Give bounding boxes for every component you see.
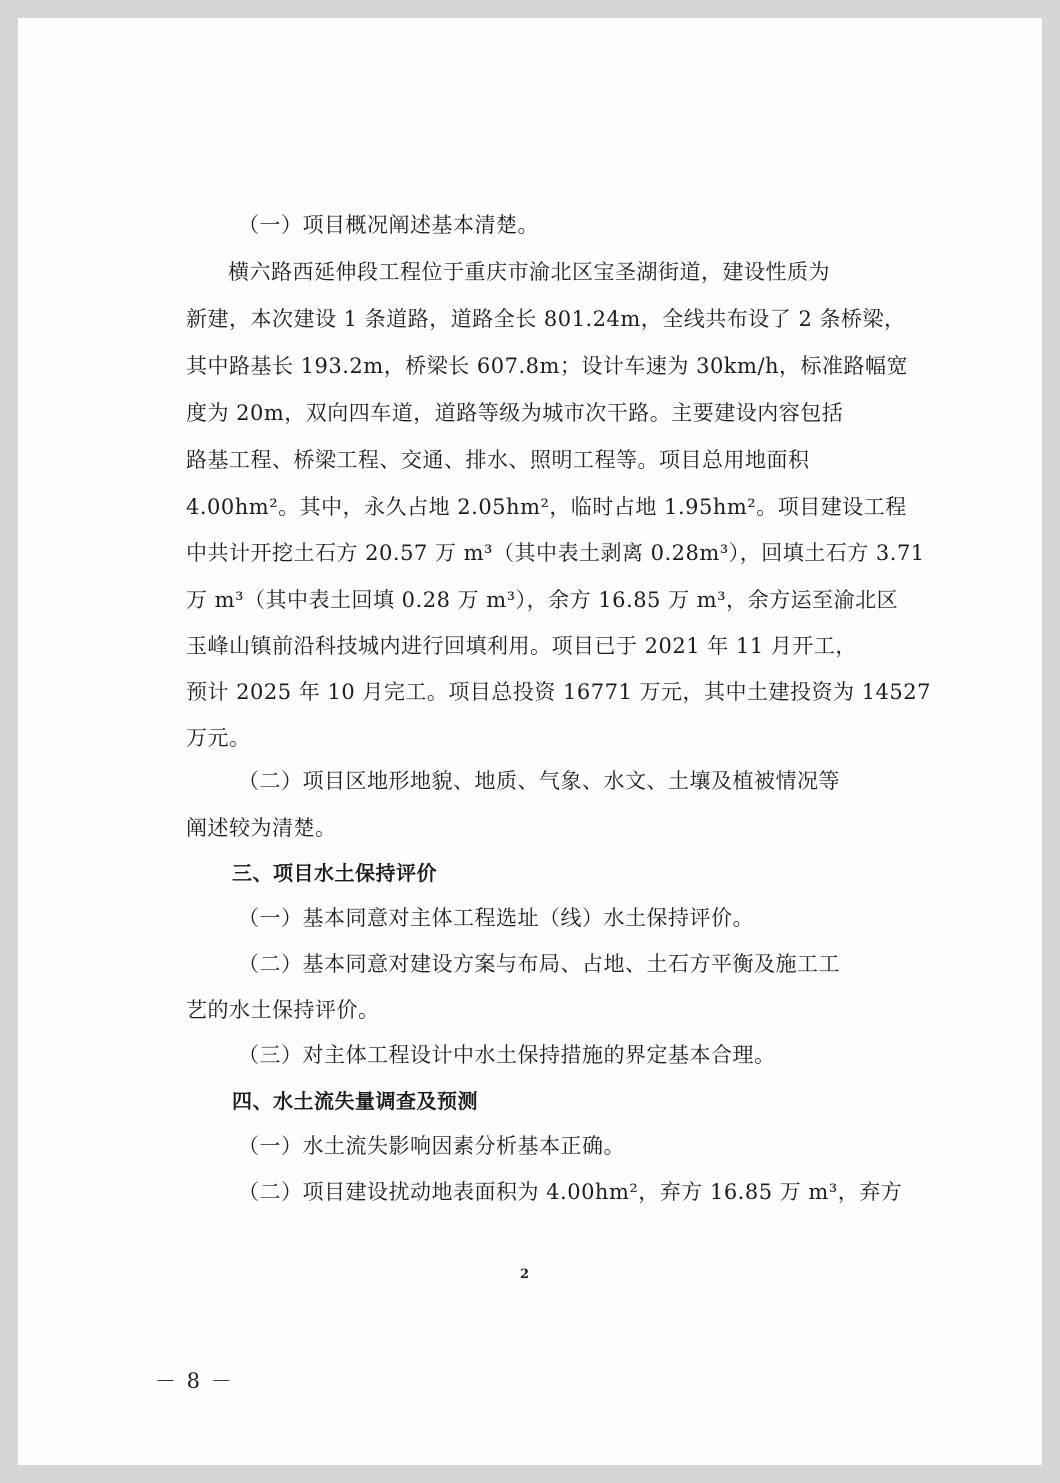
inner-page-number: 2 [520, 1267, 530, 1282]
document-page-number: － 8 － [155, 1369, 234, 1393]
section-heading: 四、水土流失量调查及预测 [232, 1089, 478, 1113]
paragraph-line: 预计 2025 年 10 月完工。项目总投资 16771 万元，其中土建投资为 14527 [186, 680, 931, 704]
paragraph-line: 中共计开挖土石方 20.57 万 m³（其中表土剥离 0.28m³），回填土石方 3.71 [186, 541, 925, 565]
paragraph-line: 玉峰山镇前沿科技城内进行回填利用。项目已于 2021 年 11 月开工， [186, 634, 857, 658]
paragraph-line: （二）基本同意对建设方案与布局、占地、土石方平衡及施工工 [238, 952, 840, 976]
paragraph-line: 度为 20m，双向四车道，道路等级为城市次干路。主要建设内容包括 [186, 401, 844, 425]
paragraph-line: （二）项目区地形地貌、地质、气象、水文、土壤及植被情况等 [238, 769, 840, 793]
paragraph-line: 4.00hm²。其中，永久占地 2.05hm²，临时占地 1.95hm²。项目建设工程 [186, 495, 907, 519]
paragraph-line: 新建，本次建设 1 条道路，道路全长 801.24m，全线共布设了 2 条桥梁， [186, 307, 906, 331]
paragraph-line: 阐述较为清楚。 [186, 816, 337, 840]
section-heading: 三、项目水土保持评价 [232, 861, 437, 885]
paragraph-line: 万元。 [186, 726, 251, 750]
paragraph-line: （一）水土流失影响因素分析基本正确。 [238, 1134, 625, 1158]
paragraph-line: 艺的水土保持评价。 [186, 998, 380, 1022]
paragraph-line: （一）项目概况阐述基本清楚。 [238, 213, 539, 237]
paragraph-line: 其中路基长 193.2m，桥梁长 607.8m；设计车速为 30km/h，标准路幅宽 [186, 354, 909, 378]
paragraph-line: （二）项目建设扰动地表面积为 4.00hm²，弃方 16.85 万 m³，弃方 [238, 1180, 903, 1204]
paragraph-line: 路基工程、桥梁工程、交通、排水、照明工程等。项目总用地面积 [186, 448, 810, 472]
paragraph-line: （三）对主体工程设计中水土保持措施的界定基本合理。 [238, 1043, 776, 1067]
paragraph-line: 万 m³（其中表土回填 0.28 万 m³），余方 16.85 万 m³，余方运至渝北区 [186, 588, 899, 612]
paragraph-line: 横六路西延伸段工程位于重庆市渝北区宝圣湖街道，建设性质为 [228, 260, 830, 284]
paragraph-line: （一）基本同意对主体工程选址（线）水土保持评价。 [238, 906, 754, 930]
